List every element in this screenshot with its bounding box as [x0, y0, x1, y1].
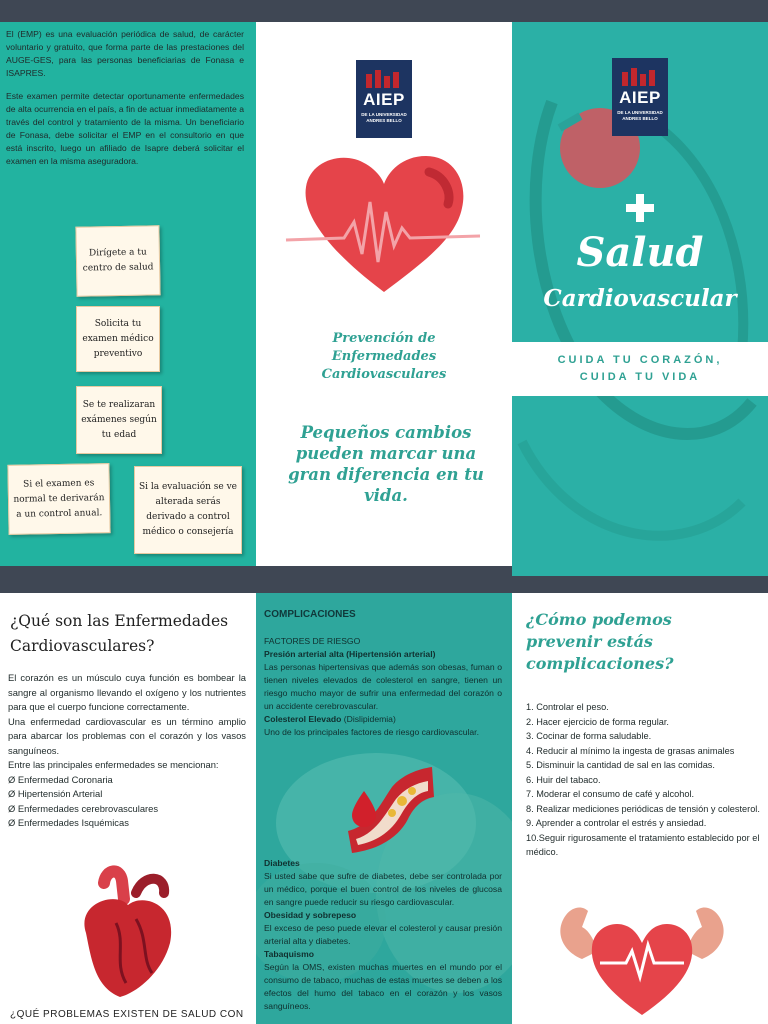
anatomical-heart-icon: [66, 863, 186, 1003]
list-item: 10.Seguir rigurosamente el tratamiento establecido por el médico.: [526, 832, 760, 857]
artery-blood-icon: [342, 761, 438, 857]
list-item: Ø Enfermedad Coronaria: [8, 773, 113, 785]
list-item: Ø Hipertensión Arterial: [8, 788, 103, 799]
what-are-body: [8, 671, 246, 831]
heart-pulse-icon: [284, 142, 484, 302]
body-paragraph-2: Una enfermedad cardiovascular es un término amplio para abarcar los problemas con el corazón y los vasos sanguíneos.: [8, 715, 246, 756]
panel-cover-prevention: [256, 22, 512, 566]
aiep-logo-cover: [612, 58, 668, 136]
sticky-note-2: Solicita tu examen médico preventivo: [76, 306, 160, 372]
prevention-heading: Prevención de Enfermedades Cardiovasculares: [321, 331, 447, 382]
body-paragraph-1: El corazón es un músculo cuya función es bombear la sangre al organismo llevando el oxígeno y los nutrientes para que el cuerpo funcione correctamente.: [8, 672, 246, 712]
title-salud: Salud: [576, 229, 704, 276]
logo-subtitle: DE LA UNIVERSIDAD ANDRES BELLO: [361, 112, 407, 123]
logo-buildings-icon: [362, 66, 406, 88]
sticky-note-5: Si la evaluación se ve alterada serás derivado a control médico o consejería: [134, 466, 242, 554]
panel-emp-info: [0, 22, 256, 566]
list-item: 7. Moderar el consumo de café y alcohol.: [526, 789, 695, 799]
list-item: 6. Huir del tabaco.: [526, 774, 601, 785]
list-item: 5. Disminuir la cantidad de sal en las comidas.: [526, 760, 715, 770]
panel-what-are: [0, 593, 256, 1024]
medical-cross-icon: [626, 194, 654, 222]
panel-complications: [256, 593, 512, 1024]
tagline-band: [512, 342, 768, 396]
emp-paragraph-1: El (EMP) es una evaluación periódica de salud, de carácter voluntario y gratuito, que forma parte de las prestaciones del AUGE-GES, para las personas beneficiarias de Fonasa e ISAPRES.: [6, 29, 244, 78]
risk-title-diabetes: Diabetes: [264, 858, 300, 868]
sticky-note-3: Se te realizaran exámenes según tu edad: [76, 386, 162, 454]
risk-text-cholesterol: Uno de los principales factores de riesgo cardiovascular.: [264, 727, 479, 737]
risk-title-smoking: Tabaquismo: [264, 949, 314, 959]
prevention-question-heading: ¿Cómo podemos prevenir estás complicaciones?: [526, 610, 674, 673]
list-item: 4. Reducir al mínimo la ingesta de grasas animales: [526, 745, 735, 756]
emp-paragraph-2: Este examen permite detectar oportunamente enfermedades de alta ocurrencia en el país, a fin de actuar inmediatamente a través del control y tratamiento de la misma. Un beneficiario de Fonasa, debe solicitar el EMP en el consultorio en que está inscrito, luego un afiliado de Isapre deberá solicitar el examen en la misma aseguradora.: [6, 91, 244, 166]
prevention-list: [526, 700, 760, 860]
title-cardiovascular: Cardiovascular: [543, 285, 737, 312]
risk-title-cholesterol-line: Colesterol Elevado (Dislipidemia): [264, 714, 396, 724]
slogan-text: Pequeños cambios pueden marcar una gran diferencia en tu vida.: [288, 423, 484, 505]
list-item: 2. Hacer ejercicio de forma regular.: [526, 716, 669, 727]
footer-question: ¿QUÉ PROBLEMAS EXISTEN DE SALUD CON: [10, 1009, 244, 1020]
risk-text-obesity: El exceso de peso puede elevar el colesterol y causar presión arterial alta y diabetes.: [264, 923, 502, 946]
what-are-heading: ¿Qué son las Enfermedades Cardiovasculares?: [10, 612, 229, 655]
disease-list: [8, 773, 246, 831]
logo-subtitle: DE LA UNIVERSIDAD ANDRES BELLO: [617, 110, 663, 121]
panel-prevention-tips: [512, 593, 768, 1024]
logo-buildings-icon: [618, 64, 662, 86]
risk-title-obesity: Obesidad y sobrepeso: [264, 910, 357, 920]
emp-text: [6, 28, 244, 178]
risk-text-hypertension: Las personas hipertensivas que además son obesas, fuman o tienen niveles elevados de colesterol en sangre, tienen un riesgo mucho mayor de sufrir una enfermedad del corazón o un accidente cerebrovascular.: [264, 662, 502, 711]
aiep-logo: [356, 60, 412, 138]
risk-factors-text: [264, 635, 502, 739]
body-paragraph-3: Entre las principales enfermedades se mencionan:: [8, 759, 219, 770]
tagline-text: CUIDA TU CORAZÓN, CUIDA TU VIDA: [557, 354, 723, 383]
logo-text: AIEP: [363, 90, 405, 109]
complications-heading: COMPLICACIONES: [264, 609, 356, 620]
list-item: Ø Enfermedades Isquémicas: [8, 817, 129, 828]
risk-title-hypertension: Presión arterial alta (Hipertensión arterial): [264, 649, 436, 659]
risk-text-smoking: Según la OMS, existen muchas muertes en el mundo por el consumo de tabaco, muchas de estas muertes se deben a los efectos del humo del tabaco en el corazón y los vasos sanguíneos.: [264, 962, 502, 1011]
risk-factors-text-2: [264, 857, 502, 1013]
sticky-note-1: Dirígete a tu centro de salud: [75, 225, 160, 296]
list-item: 1. Controlar el peso.: [526, 702, 609, 712]
logo-text: AIEP: [619, 88, 661, 107]
strong-heart-icon: [542, 901, 742, 1019]
list-item: 3. Cocinar de forma saludable.: [526, 731, 652, 741]
list-item: 9. Aprender a controlar el estrés y ansiedad.: [526, 818, 707, 828]
list-item: Ø Enfermedades cerebrovasculares: [8, 802, 159, 814]
risk-text-diabetes: Si usted sabe que sufre de diabetes, debe ser controlada por un médico, porque el buen control de los niveles de glucosa en sangre puede reducir su riesgo cardiovascular.: [264, 871, 502, 907]
risk-subheading: FACTORES DE RIESGO: [264, 636, 361, 646]
list-item: 8. Realizar mediciones periódicas de tensión y colesterol.: [526, 803, 760, 814]
panel-cover-title: [512, 22, 768, 576]
sticky-note-4: Si el examen es normal te derivarán a un control anual.: [7, 463, 110, 535]
